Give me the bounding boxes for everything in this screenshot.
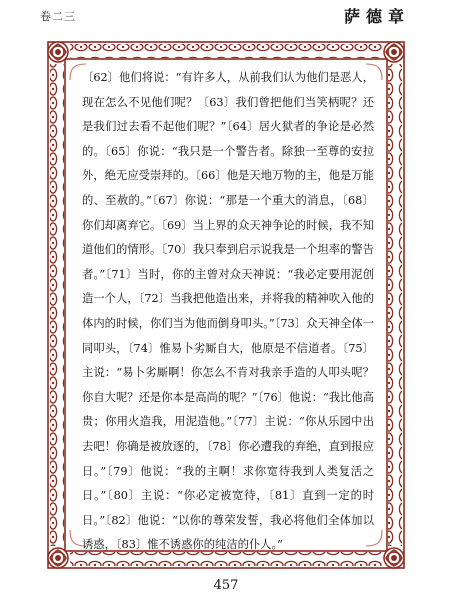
page-number: 457 [213, 578, 239, 593]
running-header [0, 0, 452, 30]
ornamental-frame [46, 40, 406, 570]
paragraph: 〔62〕他们将说：“有许多人，从前我们认为他们是恶人，现在怎么不见他们呢？〔63〕我们曾把他们当笑柄呢？还是我们过去看不起他们呢？”〔64〕居火狱者的争论是必然的。〔65〕你说：“我只是一个警告者。除独一至尊的安拉外，绝无应受崇拜的。〔66〕他是天地万物的主，他是万能的、至赦的。”〔67〕你说：“那是一个重大的消息，〔68〕你们却离弃它。〔69〕当上界的众天神争论的时候，我不知道他们的情形。〔70〕我只奉到启示说我是一个坦率的警告者。”〔71〕当时，你的主曾对众天神说：“我必定要用泥创造一个人，〔72〕当我把他造出来，并将我的精神吹入他的体内的时候，你们当为他而倒身叩头。”〔73〕众天神全体一同叩头，〔74〕惟易卜劣厮自大，他原是不信道者。〔75〕主说：“易卜劣厮啊！你怎么不肯对我亲手造的人叩头呢？你自大呢？还是你本是高尚的呢？”〔76〕他说：“我比他高贵；你用火造我，用泥造他。”〔77〕主说：“你从乐园中出去吧！你确是被放逐的，〔78〕你必遭我的弃绝，直到报应日。”〔79〕他说：“我的主啊！求你宽待我到人类复活之日。”〔80〕主说：“你必定被宽待，〔81〕直到一定的时日。”〔82〕他说：“以你的尊荣发誓，我必将他们全体加以诱惑，〔83〕惟不诱惑你的纯洁的仆人。” [82, 71, 374, 552]
body-text [82, 66, 374, 558]
running-head: 卷二三 [40, 10, 76, 23]
chapter-title: 萨德章 [343, 7, 410, 26]
